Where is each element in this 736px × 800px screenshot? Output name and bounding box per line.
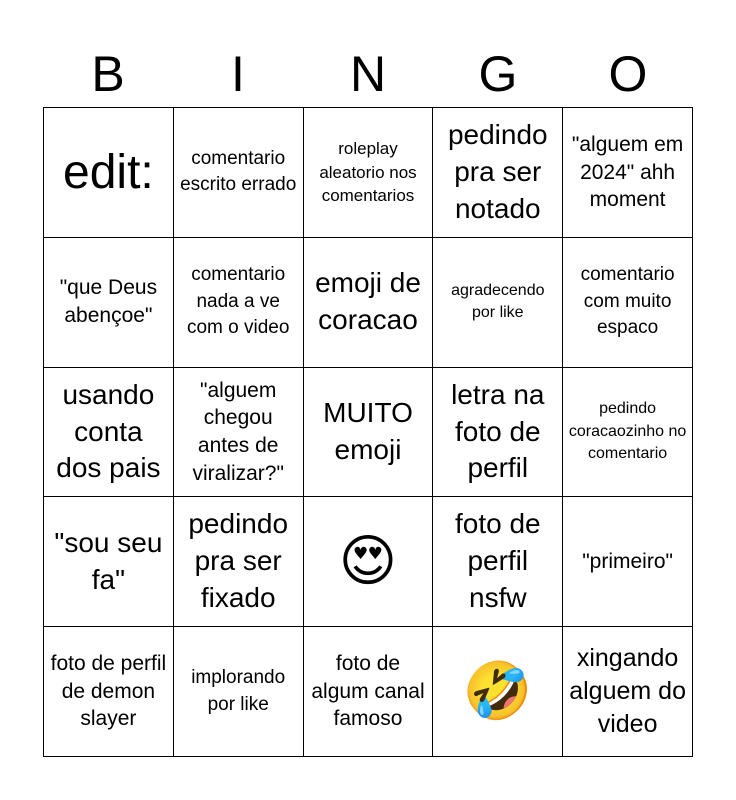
header-letter-i: I bbox=[231, 46, 245, 102]
bingo-cell[interactable]: pedindo pra ser fixado bbox=[174, 497, 304, 627]
bingo-cell[interactable]: implorando por like bbox=[174, 627, 304, 757]
bingo-cell[interactable]: foto de perfil nsfw bbox=[433, 497, 563, 627]
bingo-cell[interactable]: pedindo pra ser notado bbox=[433, 108, 563, 238]
bingo-cell-emoji[interactable] bbox=[433, 627, 563, 757]
bingo-cell[interactable]: foto de algum canal famoso bbox=[304, 627, 434, 757]
header-letter-b: B bbox=[91, 46, 125, 102]
heart-eyes-emoji-icon: 😍 bbox=[338, 528, 398, 594]
rolling-laughing-emoji-icon: 🤣 bbox=[462, 658, 533, 724]
bingo-cell[interactable]: letra na foto de perfil bbox=[433, 368, 563, 498]
bingo-cell[interactable]: roleplay aleatorio nos comentarios bbox=[304, 108, 434, 238]
bingo-cell[interactable]: comentario nada a ve com o video bbox=[174, 238, 304, 368]
bingo-header bbox=[43, 40, 693, 108]
bingo-cell[interactable]: xingando alguem do video bbox=[563, 627, 693, 757]
bingo-cell[interactable]: MUITO emoji bbox=[304, 368, 434, 498]
bingo-cell[interactable]: usando conta dos pais bbox=[44, 368, 174, 498]
bingo-cell[interactable]: comentario escrito errado bbox=[174, 108, 304, 238]
bingo-cell[interactable]: comentario com muito espaco bbox=[563, 238, 693, 368]
bingo-cell[interactable]: "que Deus abençoe" bbox=[44, 238, 174, 368]
header-letter-g: G bbox=[478, 46, 518, 102]
bingo-grid bbox=[43, 107, 693, 757]
bingo-cell[interactable]: agradecendo por like bbox=[433, 238, 563, 368]
bingo-cell[interactable]: edit: bbox=[44, 108, 174, 238]
bingo-cell[interactable]: emoji de coracao bbox=[304, 238, 434, 368]
bingo-cell[interactable]: "sou seu fa" bbox=[44, 497, 174, 627]
header-letter-n: N bbox=[349, 46, 387, 102]
header-letter-o: O bbox=[608, 46, 648, 102]
bingo-cell[interactable]: foto de perfil de demon slayer bbox=[44, 627, 174, 757]
bingo-cell[interactable]: pedindo coracaozinho no comentario bbox=[563, 368, 693, 498]
bingo-cell-free[interactable] bbox=[304, 497, 434, 627]
bingo-cell[interactable]: "primeiro" bbox=[563, 497, 693, 627]
bingo-cell[interactable]: "alguem em 2024" ahh moment bbox=[563, 108, 693, 238]
bingo-cell[interactable]: "alguem chegou antes de viralizar?" bbox=[174, 368, 304, 498]
